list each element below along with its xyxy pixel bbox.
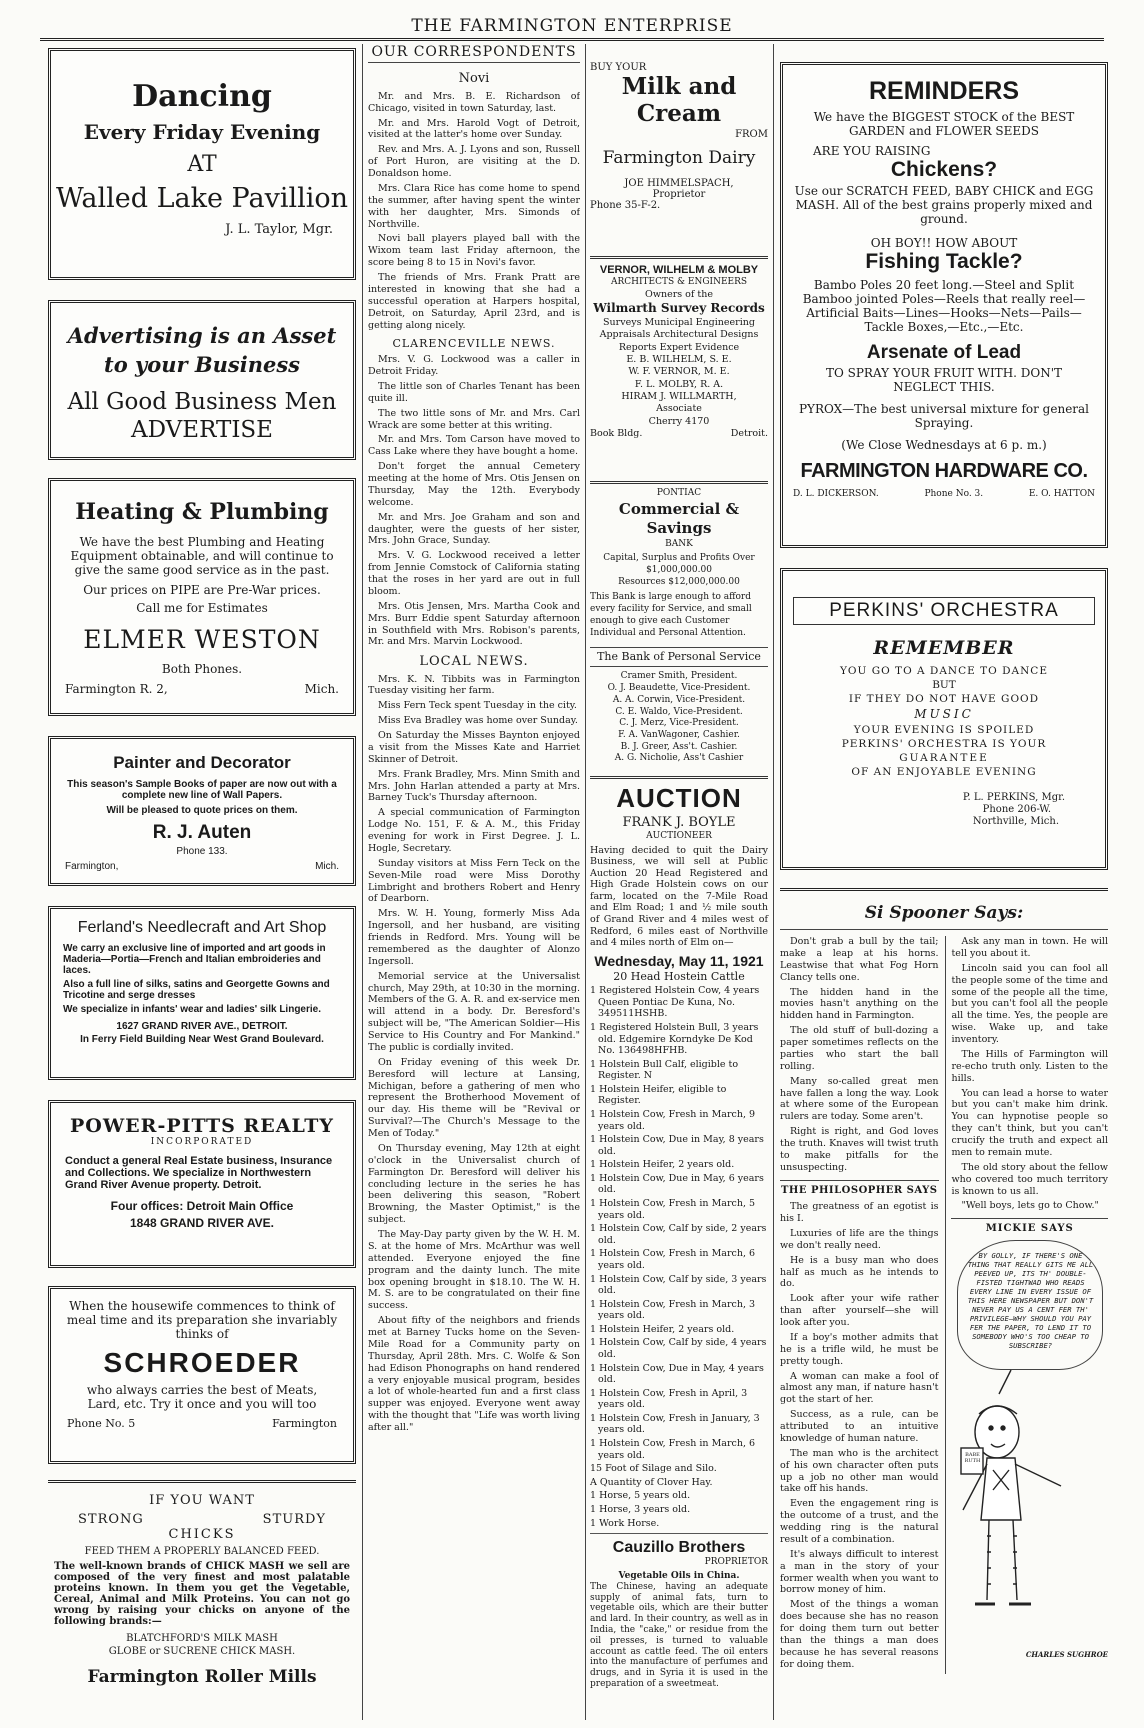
news-item: Mrs. W. H. Young, formerly Miss Ada Ingersoll, and her husband, are visiting friends in Redford. Mrs. Young will be remembered as the daughter of Alonzo Ingersoll. (368, 908, 580, 967)
bank-officer: Cramer Smith, President. (620, 671, 738, 682)
philosopher-item: It's always difficult to interest a man in the story of your former wealth when you want to borrow money of him. (780, 1548, 939, 1596)
ad-painter-name: R. J. Auten (152, 822, 252, 843)
ad-ferland-title: Ferland's Needlecraft and Art Shop (77, 919, 327, 936)
auction-item: 1 Holstein Cow, Fresh in March, 6 years old. (590, 1248, 756, 1271)
correspondents-column (368, 44, 580, 1720)
ad-reminders (780, 62, 1108, 548)
ad-dancing (48, 48, 356, 280)
column-3 (590, 62, 768, 1720)
auction-item: 15 Foot of Silage and Silo. (590, 1463, 717, 1475)
spooner-right-column (951, 936, 1108, 1674)
news-item: Mrs. Clara Rice has come home to spend the summer, after having spent the winter with her daughter, Mrs. Simonds of Northville. (368, 182, 580, 230)
ad-bank-bank: BANK (665, 538, 693, 549)
ad-painter-title: Painter and Decorator (113, 753, 291, 772)
ad-dancing-mgr: J. L. Taylor, Mgr. (225, 222, 333, 237)
ad-reminders-mgr: D. L. DICKERSON. (793, 489, 879, 499)
news-item: Mrs. Frank Bradley, Mrs. Minn Smith and Mrs. John Harlan attended a party at Mrs. Barney Tuck's Thursday afternoon. (368, 768, 580, 804)
ad-vernor-phone: Cherry 4170 (648, 415, 710, 427)
ad-chicks-body: The well-known brands of CHICK MASH we sell are composed of the very finest and most palatable proteins known. In them you get the Vegetable, Cereal, Animal and Milk Proteins. You can not go wrong by raising your chicks on anyone of the following brands:— (54, 1561, 350, 1627)
ad-heating-prices: Our prices on PIPE are Pre-War prices. (83, 583, 321, 597)
mickie-speech-bubble: BY GOLLY, IF THERE'S ONE THING THAT REALLY GITS ME ALL PEEVED UP, ITS TH' DOUBLE-FISTED TIGHTWAD WHO READS EVERY LINE IN EVERY ISSUE OF THIS HERE NEWSPAPER BUT DON'T NEVER PAY US A CENT FER TH' PRIVILEGE—WHY SHOULD YOU PAY FER THE PAPER, TO LEND IT TO SOMEBODY WHO'S TOO CHEAP TO SUBSCRIBE? (957, 1240, 1103, 1370)
clarenceville-heading: CLARENCEVILLE NEWS. (392, 337, 556, 351)
ad-vernor-p3: F. L. MOLBY, R. A. (634, 378, 724, 390)
ad-schroeder-footer (67, 1417, 337, 1430)
ad-reminders-chickens: Chickens? (890, 158, 998, 181)
ad-milk-phone: Phone 35-F-2. (590, 200, 661, 211)
masthead: THE FARMINGTON ENTERPRISE (411, 16, 733, 36)
ad-painter-line2: Will be pleased to quote prices on them. (106, 805, 298, 816)
ad-painter-address (65, 861, 339, 872)
ad-bank-officers (590, 671, 768, 765)
spooner-item: Don't grab a bull by the tail; make a leap at his horns. Leastwise that what Fog Horn Clancy tells one. (780, 936, 939, 983)
news-item: The two little sons of Mr. and Mrs. Carl Wrack are some better at this writing. (368, 407, 580, 431)
ad-bank-capital: Capital, Surplus and Profits Over $1,000,000.00 (603, 553, 755, 576)
ad-power-addr: 1848 GRAND RIVER AVE. (129, 1216, 275, 1230)
auction-item: A Quantity of Clover Hay. (590, 1476, 713, 1488)
bank-officer: O. J. Beaudette, Vice-President. (607, 683, 751, 694)
ad-advertising-line4: ADVERTISE (131, 417, 273, 443)
bank-officer: F. A. VanWagoner, Cashier. (618, 729, 740, 740)
ad-vernor-line3: Reports Expert Evidence (618, 341, 740, 353)
philosopher-items (780, 1201, 939, 1670)
ad-perkins-line7: OF AN ENJOYABLE EVENING (851, 766, 1037, 778)
ad-power-pitts (48, 1100, 356, 1268)
ad-perkins-line5: PERKINS' ORCHESTRA IS YOUR (841, 738, 1047, 750)
ad-vernor-p2: W. F. VERNOR, M. E. (628, 366, 730, 378)
ad-cauzillo-prop: PROPRIETOR (704, 1557, 768, 1568)
ad-vernor-p4: HIRAM J. WILLMARTH, (621, 390, 737, 402)
mickie-figure-icon (951, 1360, 1108, 1660)
ad-vernor-p1: E. B. WILHELM, S. E. (626, 353, 732, 365)
auction-item: 1 Holstein Cow, Due in May, 8 years old. (590, 1134, 764, 1157)
ad-perkins-line3: IF THEY DO NOT HAVE GOOD (848, 693, 1040, 705)
ad-bank (590, 488, 768, 772)
ad-ferland-line2: Also a full line of silks, satins and Georgette Gowns and Tricotine and serge dresses (63, 979, 330, 1001)
auction-item: 1 Registered Holstein Bull, 3 years old. Edgemire Korndyke De Kod No. 136498HFHB. (590, 1021, 759, 1057)
spooner-left-items (780, 936, 939, 1174)
bank-officer: C. J. Merz, Vice-President. (619, 718, 739, 729)
novi-news (368, 91, 580, 332)
auction-item: 1 Holstein Cow, Fresh in April, 3 years old. (590, 1387, 748, 1411)
ad-auction-role: AUCTIONEER (646, 830, 712, 841)
ad-chicks-brand2: GLOBE or SUCRENE CHICK MASH. (108, 1646, 296, 1657)
auction-item: 1 Holstein Cow, Calf by side, 4 years old. (590, 1337, 767, 1360)
news-item: Mrs. V. G. Lockwood was a caller in Detroit Friday. (368, 354, 580, 377)
auction-item: 1 Registered Holstein Cow, 4 years Queen Pontiac De Kuna, No. 349511HSHB. (590, 985, 760, 1020)
news-item: Miss Eva Bradley was home over Sunday. (378, 715, 578, 727)
ad-vernor-bldg: Book Bldg. (590, 428, 643, 440)
auction-item: 1 Horse, 5 years old. (590, 1490, 691, 1502)
ad-perkins-mgr: P. L. PERKINS, Mgr. (962, 792, 1065, 803)
auction-item: 1 Holstein Cow, Fresh in January, 3 years old. (590, 1412, 760, 1436)
ad-perkins-remember: REMEMBER (873, 637, 1015, 659)
ad-dancing-title: Dancing (132, 79, 272, 114)
news-item: On Friday evening of this week Dr. Beresford will lecture at Lansing, Michigan, before a gathering of men who represent the Brotherhood Movement of our day. His theme will be "Revival or Survival?—The Church's Message to the Men of Today." (368, 1056, 580, 1139)
ad-painter-town: Farmington, (65, 861, 119, 872)
ad-reminders-raising: ARE YOU RAISING (813, 144, 931, 158)
auction-item: 1 Holstein Cow, Fresh in March, 6 years old. (590, 1438, 756, 1461)
ad-heating-name: ELMER WESTON (83, 625, 321, 654)
ad-reminders-pyrox: PYROX—The best universal mixture for general Spraying. (798, 402, 1090, 430)
bank-officer: A. G. Nicholie, Ass't Cashier (614, 753, 744, 764)
ad-painter-state: Mich. (315, 861, 339, 872)
ad-heating-title: Heating & Plumbing (75, 499, 329, 525)
news-item: Rev. and Mrs. A. J. Lyons and son, Russell of Port Huron, are visiting at the D. Donaldson home. (368, 144, 580, 179)
spooner-item: The hidden hand in the movies hasn't anything on the hidden hand in Farmington. (780, 986, 939, 1022)
ad-auction-title: AUCTION (616, 783, 742, 813)
philosopher-item: He is a busy man who does half as much as he intends to do. (780, 1254, 939, 1290)
clarenceville-news (368, 354, 580, 648)
mickie-artist: CHARLES SUGHROE (1025, 1650, 1108, 1659)
ad-chicks-sturdy: STURDY (262, 1512, 326, 1527)
ad-advertising-line2: to your Business (104, 352, 300, 377)
ad-ferland-line1: We carry an exclusive line of imported and art goods in Maderia—Portia—French and Italian embroideries and laces. (63, 943, 326, 976)
ad-bank-resources: Resources $12,000,000.00 (618, 576, 740, 587)
ad-dancing-venue: Walled Lake Pavillion (55, 183, 349, 214)
news-item: Sunday visitors at Miss Fern Teck on the Seven-Mile road were Miss Dorothy Limbright and brothers Robert and Henry of Dearborn. (368, 857, 580, 905)
ad-reminders-mgr2: E. O. HATTON (1028, 489, 1095, 499)
ad-perkins-line6: GUARANTEE (899, 752, 989, 764)
ad-milk-title: Milk and Cream (621, 73, 737, 127)
auction-item: 1 Horse, 3 years old. (590, 1503, 691, 1515)
auction-item: 1 Holstein Cow, Fresh in March, 5 years old. (590, 1198, 756, 1221)
ad-painter-phone: Phone 133. (176, 846, 228, 857)
ad-chicks-feed: FEED THEM A PROPERLY BALANCED FEED. (84, 1546, 320, 1557)
spooner-left-column (780, 936, 939, 1674)
ad-reminders-fishing: Fishing Tackle? (865, 250, 1023, 273)
local-news-heading: LOCAL NEWS. (419, 654, 529, 670)
ad-reminders-title: REMINDERS (868, 77, 1019, 105)
spooner-item: The old story about the fellow who covered too much territory is known to us all. (951, 1161, 1108, 1197)
ad-power-sub: INCORPORATED (150, 1137, 254, 1147)
ad-reminders-store: FARMINGTON HARDWARE CO. (800, 460, 1088, 482)
bank-officer: C. E. Waldo, Vice-President. (615, 706, 743, 717)
ad-vernor-footer (590, 428, 768, 440)
auction-item: 1 Holstein Heifer, 2 years old. (590, 1323, 735, 1335)
ad-vernor-sub: ARCHITECTS & ENGINEERS (610, 277, 748, 288)
auction-item: 1 Holstein Cow, Due in May, 6 years old. (590, 1172, 764, 1196)
ad-chicks-strong: STRONG (78, 1512, 144, 1527)
ad-milk-dairy: Farmington Dairy (602, 148, 756, 168)
news-item: Mr. and Mrs. Tom Carson have moved to Cass Lake where they have bought a home. (368, 434, 580, 458)
ad-heating-phones: Both Phones. (161, 662, 243, 676)
ad-schroeder-town: Farmington (272, 1417, 337, 1430)
ad-perkins-line1: YOU GO TO A DANCE TO DANCE (840, 665, 1048, 677)
auction-item: 1 Holstein Cow, Fresh in March, 9 years old. (590, 1109, 756, 1132)
philosopher-item: Luxuries of life are the things we don't really need. (780, 1227, 939, 1251)
auction-item: 1 Work Horse. (590, 1517, 660, 1529)
ad-bank-body: This Bank is large enough to afford every facility for Service, and small enough to give each Customer Individual and Personal Attention. (590, 592, 752, 638)
ad-reminders-arsenate: Arsenate of Lead (866, 342, 1022, 363)
ad-reminders-footer (793, 489, 1095, 499)
ad-vernor-line2: Appraisals Architectural Designs (599, 329, 759, 341)
ad-vernor-title: VERNOR, WILHELM & MOLBY (599, 264, 759, 276)
auction-item: 1 Holstein Heifer, 2 years old. (590, 1159, 735, 1171)
ad-reminders-close: (We Close Wednesdays at 6 p. m.) (841, 438, 1047, 452)
auction-item: 1 Holstein Bull Calf, eligible to Register. N (590, 1058, 739, 1082)
ad-advertising-line3: All Good Business Men (67, 389, 337, 415)
auction-item: 1 Holstein Cow, Fresh in March, 3 years old. (590, 1298, 756, 1322)
ad-ferland-bldg: In Ferry Field Building Near West Grand Boulevard. (80, 1034, 324, 1045)
news-item: Mr. and Mrs. B. E. Richardson of Chicago, visited in town Saturday, last. (368, 90, 580, 114)
ad-vernor-line1: Surveys Municipal Engineering (603, 316, 755, 328)
ad-auction-body: Having decided to quit the Dairy Business, we will sell at Public Auction 20 Head Registered and High Grade Holstein cows on our farm, located on the 7-Mile Road and Elm Road; 1 and ½ mile south of Grand River and 4 miles west of Redford, 6 miles east of Northville and 4 miles north of Elm on— (590, 844, 768, 949)
ad-reminders-line2: Use our SCRATCH FEED, BABY CHICK and EGG MASH. All of the best grains properly mixed and ground. (794, 184, 1094, 226)
auction-item: 1 Holstein Cow, Calf by side, 3 years old. (590, 1273, 767, 1297)
spooner-title: Si Spooner Says: (864, 903, 1024, 923)
ad-ferland-addr: 1627 GRAND RIVER AVE., DETROIT. (116, 1021, 288, 1032)
ad-reminders-line1: We have the BIGGEST STOCK of the BEST GARDEN and FLOWER SEEDS (813, 110, 1075, 138)
ad-schroeder (48, 1286, 356, 1464)
news-item: Mr. and Mrs. Harold Vogt of Detroit, visited at the latter's home over Sunday. (368, 117, 580, 141)
ad-reminders-line4: TO SPRAY YOUR FRUIT WITH. DON'T NEGLECT THIS. (825, 366, 1063, 394)
ad-vernor-records: Wilmarth Survey Records (593, 301, 765, 316)
ad-power-title: POWER-PITTS REALTY (70, 1115, 334, 1137)
ad-bank-personal: The Bank of Personal Service (590, 647, 768, 667)
news-item: Memorial service at the Universalist church, May 29th, at 10:30 in the morning. Members of the G. A. R. and ex-service men will attend in a body. Dr. Beresford's subject will be, "The American Soldier—His Service to His Country and For Mankind." The public is cordially invited. (368, 970, 580, 1053)
mickie-sign: BABE RUTH (964, 1451, 981, 1464)
spooner-item: Ask any man in town. He will tell you about it. (951, 936, 1108, 959)
mickie-title: MICKIE SAYS (985, 1223, 1074, 1235)
spooner-item: Many so-called great men have fallen a long the way. Look at where some of the European rulers are today. Some aren't. (780, 1075, 939, 1123)
ad-vernor-assoc: Associate (656, 403, 702, 415)
news-item: Mrs. V. G. Lockwood received a letter from Jennie Comstock of California stating that the roses in her yard are out in full bloom. (368, 550, 580, 597)
ad-heating-address (65, 682, 339, 696)
ad-vernor-city: Detroit. (730, 428, 768, 440)
ad-heating-addr: Farmington R. 2, (65, 682, 168, 696)
ad-chicks-line1: IF YOU WANT (149, 1493, 255, 1508)
news-item: Don't forget the annual Cemetery meeting at the home of Mrs. Otis Jensen on Thursday, May the 12th. Everybody welcome. (368, 461, 580, 508)
philosopher-item: If a boy's mother admits that he is a trifle wild, he must be pretty tough. (780, 1331, 939, 1367)
ad-heating-body: We have the best Plumbing and Heating Equipment obtainable, and will continue to give the same good service as in the past. (70, 535, 334, 577)
ad-vernor (590, 263, 768, 477)
bank-officer: A. A. Corwin, Vice-President. (612, 694, 746, 705)
ad-power-body: Conduct a general Real Estate business, Insurance and Collections. We specialize in Northwestern Grand River Avenue property. Detroit. (65, 1155, 333, 1191)
ad-cauzillo (590, 1538, 768, 1690)
spooner-item: Lincoln said you can fool all the people some of the time and some of the people all the time, but you can't fool all the people all the time. Yes, the people are wise. Wake up, and take inventory. (951, 962, 1108, 1045)
ad-perkins-music: MUSIC (914, 707, 974, 721)
ad-perkins-town: Northville, Mich. (972, 816, 1059, 827)
ad-auction-head: 20 Head Hostein Cattle (613, 969, 745, 983)
news-item: Mrs. K. N. Tibbits was in Farmington Tuesday visiting her farm. (368, 673, 580, 697)
ad-perkins-title: PERKINS' ORCHESTRA (793, 597, 1095, 625)
ad-chicks-strong-sturdy (78, 1512, 326, 1527)
auction-item: 1 Holstein Cow, Calf by side, 2 years old. (590, 1223, 767, 1246)
news-item: The May-Day party given by the W. H. M. S. at the home of Mrs. McArthur was well attended. Everyone enjoyed the fine program and the dainty lunch. The mite box opening brought in $18.10. The W. H. M. S. are to be congratulated on their fine success. (368, 1229, 580, 1312)
ad-chicks-chicks: CHICKS (168, 1527, 236, 1542)
ad-auction (590, 783, 768, 1529)
ad-painter (48, 736, 356, 886)
auction-item: 1 Holstein Heifer, eligible to Register. (590, 1083, 727, 1107)
ad-milk-prop: JOE HIMMELSPACH, (624, 178, 734, 189)
ad-bank-title: Commercial & Savings (618, 499, 740, 538)
ad-schroeder-line1: When the housewife commences to think of meal time and its preparation she invariably thinks of (66, 1299, 338, 1341)
ad-vernor-owners: Owners of the (645, 288, 713, 300)
ad-advertising (48, 300, 356, 460)
ad-reminders-line3: Bambo Poles 20 feet long.—Steel and Split Bamboo jointed Poles—Reels that really reel—Artificial Baits—Lines—Hooks—Nets—Pails—Tackle Boxes,—Etc.,—Etc. (802, 278, 1086, 334)
spooner-item: The Hills of Farmington will re-echo truth only. Listen to the hills. (951, 1048, 1108, 1084)
philosopher-item: Look after your wife rather than after yourself—she will look after you. (780, 1293, 939, 1328)
spooner-right-items (951, 936, 1108, 1212)
ad-heating-state: Mich. (304, 682, 339, 696)
column-divider (773, 44, 774, 1720)
ad-milk-proprietor: Proprietor (652, 189, 706, 200)
ad-bank-town: PONTIAC (656, 488, 702, 498)
ad-perkins-line4: YOUR EVENING IS SPOILED (853, 724, 1035, 736)
ad-auction-items (590, 985, 768, 1529)
news-item: About fifty of the neighbors and friends met at Barney Tucks home on the Seven-Mile Road for a Community party on Thursday, April 28th. Mrs. C. Wolfe & Son had Edison Phonographs on hand rendered a very enjoyable musical program, besides a lot of whole-hearted fun and a first class supper was enjoyed. Everyone went away with the thought that "Life was worth living after all." (368, 1315, 580, 1433)
philosopher-item: The man who is the architect of his own character often puts up a job no other man would take off his hands. (780, 1447, 939, 1495)
ad-chicks-brand1: BLATCHFORD'S MILK MASH (126, 1633, 278, 1644)
bank-officer: B. J. Greer, Ass't. Cashier. (620, 741, 738, 752)
ad-ferland-line3: We specialize in infants' wear and ladies' silk Lingerie. (63, 1004, 321, 1015)
philosopher-item: Most of the things a woman does because she has no reason for doing them turn out better than the things a man does because he has several reasons for doing them. (780, 1599, 939, 1670)
news-item: A special communication of Farmington Lodge No. 151, F. & A. M., this Friday evening for work in First Degree. J. L. Hogle, Secretary. (368, 807, 580, 854)
philosopher-title: THE PHILOSOPHER SAYS (780, 1184, 938, 1196)
news-item: Mr. and Mrs. Joe Graham and son and daughter, were the guests of her sister, Mrs. John Grace, Sunday. (368, 511, 580, 547)
ad-schroeder-line2: who always carries the best of Meats, Lard, etc. Try it once and you will too (86, 1383, 318, 1411)
column-divider (585, 44, 586, 1720)
philosopher-item: Even the engagement ring is the outcome of a trust, and the wedding ring is the natural result of a combination. (780, 1498, 939, 1545)
spooner-section (780, 888, 1108, 1723)
philosopher-item: Success, as a rule, can be attributed to an intuitive knowledge of human nature. (780, 1409, 939, 1444)
ad-heating (48, 478, 356, 716)
ad-cauzillo-body: The Chinese, having an adequate supply of animal fats, turn to vegetable oils, which are their butter and lard. In their country, as well as in India, the "cake," or residue from the oil presses, is turned to valuable account as cattle feed. The oil enters into the manufacture of perfumes and drugs, and in Syria it is used in the preparation of a sweetmeat. (590, 1581, 768, 1690)
ad-perkins (780, 568, 1108, 870)
ad-power-offices: Four offices: Detroit Main Office (110, 1199, 294, 1213)
novi-heading: Novi (458, 70, 490, 86)
local-news (368, 674, 580, 1434)
news-item: The friends of Mrs. Frank Pratt are interested in knowing that she had a successful operation at Harpers hospital, Detroit, on Saturday, April 23rd, and is getting along nicely. (368, 272, 580, 331)
news-item: The little son of Charles Tenant has been quite ill. (368, 380, 580, 404)
auction-item: 1 Holstein Cow, Due in May, 4 years old. (590, 1362, 764, 1386)
ad-reminders-phone: Phone No. 3. (924, 489, 984, 499)
ad-perkins-phone: Phone 206-W. (982, 804, 1051, 815)
ad-heating-call: Call me for Estimates (136, 601, 268, 615)
masthead-rule (40, 38, 1104, 41)
ad-chicks-mill: Farmington Roller Mills (87, 1667, 317, 1687)
ad-milk (590, 62, 768, 252)
ad-ferland (48, 906, 356, 1080)
news-item: On Thursday evening, May 12th at eight o'clock in the Universalist church of Farmington Dr. Beresford will deliver his concluding lecture in the series he has been delivering this season, "Robert Browning, the Master Optimist," is the subject. (368, 1142, 580, 1226)
ad-schroeder-phone: Phone No. 5 (67, 1417, 136, 1430)
ad-chicks (48, 1480, 356, 1715)
column-divider (362, 44, 363, 1720)
ad-dancing-line: Every Friday Evening (83, 120, 321, 144)
spooner-item: Right is right, and God loves the truth. Knaves will twist truth to make pitfalls for the unsuspecting. (780, 1126, 939, 1173)
ad-perkins-line2: BUT (932, 679, 956, 691)
ad-reminders-ohboy: OH BOY!! HOW ABOUT (870, 236, 1018, 250)
ad-dancing-at: AT (187, 152, 217, 177)
mickie-cartoon (951, 1240, 1108, 1660)
correspondents-header: OUR CORRESPONDENTS (368, 44, 580, 63)
ad-advertising-line1: Advertising is an Asset (67, 323, 337, 348)
spooner-item: The old stuff of bull-dozing a paper sometimes reflects on the parties who start the ball rolling. (780, 1025, 939, 1072)
spooner-item: You can lead a horse to water but you can't make him drink. You can hypnotise people so they can't think, but you can't crucify the truth and expect all men to remain mute. (951, 1087, 1108, 1158)
ad-cauzillo-title: Cauzillo Brothers (612, 1539, 746, 1557)
ad-auction-name: FRANK J. BOYLE (622, 814, 736, 830)
philosopher-item: The greatness of an egotist is his I. (780, 1201, 939, 1224)
ad-painter-line1: This season's Sample Books of paper are now out with a complete new line of Wall Papers. (67, 779, 337, 801)
news-item: Miss Fern Teck spent Tuesday in the city. (378, 700, 577, 712)
ad-schroeder-name: SCHROEDER (103, 1347, 301, 1378)
ad-auction-date: Wednesday, May 11, 1921 (594, 952, 764, 969)
news-item: Novi ball players played ball with the Wixom team last Friday afternoon, the score being 8 to 15 in Novi's favor. (368, 233, 580, 269)
philosopher-item: A woman can make a fool of almost any man, if nature hasn't got the start of her. (780, 1370, 939, 1406)
ad-milk-from: FROM (735, 129, 768, 140)
ad-cauzillo-head: Vegetable Oils in China. (618, 1571, 740, 1582)
news-item: Mrs. Otis Jensen, Mrs. Martha Cook and Mrs. Burr Eddie spent Saturday afternoon in Southfield with Mrs. Robison's parents, Mr. and Mrs. Marvin Lockwood. (368, 600, 580, 648)
ad-milk-buy: BUY YOUR (590, 62, 647, 73)
news-item: On Saturday the Misses Baynton enjoyed a visit from the Misses Kate and Harriet Skinner of Detroit. (368, 730, 580, 765)
spooner-item: "Well boys, lets go to Chow." (961, 1200, 1099, 1212)
